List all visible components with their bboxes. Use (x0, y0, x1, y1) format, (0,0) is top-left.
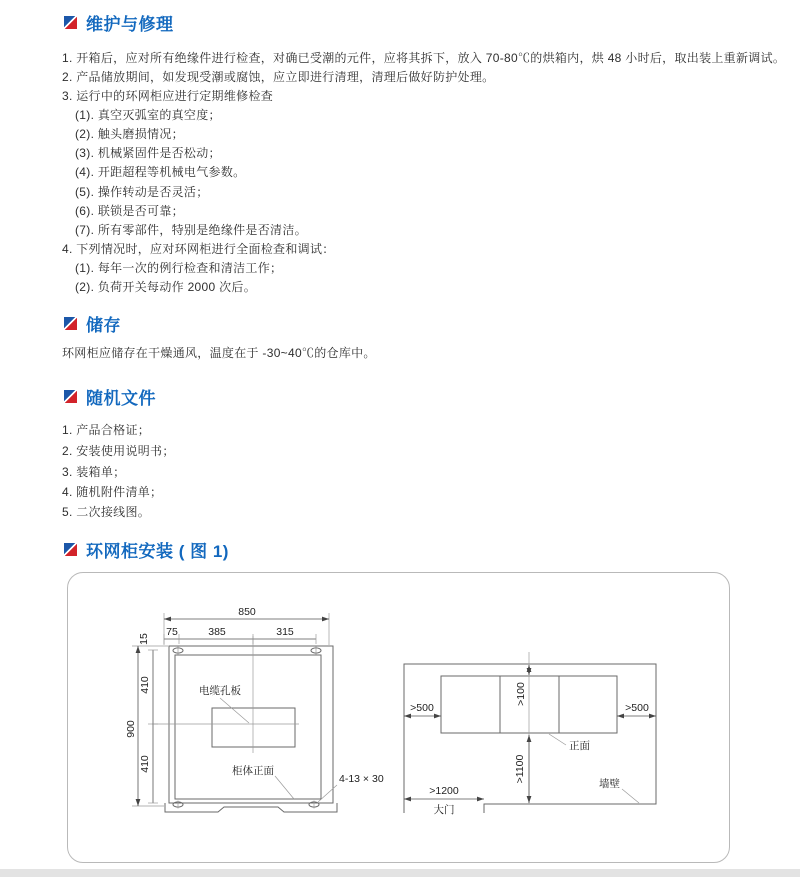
section-marker-icon (64, 390, 77, 403)
dim-upper-height: 410 (139, 676, 151, 694)
section-title: 储存 (86, 316, 121, 335)
dim-total-height: 900 (125, 720, 137, 738)
front-face-leader (549, 734, 566, 745)
cabinet-inner-outline (175, 655, 321, 799)
page-bottom-edge (0, 869, 800, 877)
cabinet-outer-outline (169, 646, 333, 803)
wall-label: 墙壁 (599, 778, 620, 790)
section-header-documents (64, 384, 156, 409)
dim-edge-offset: 15 (138, 633, 150, 645)
cabinet-front-leader (275, 776, 294, 799)
dim-back-clearance: >100 (515, 682, 527, 706)
document-item: 5. 二次接线图。 (62, 505, 151, 519)
cable-plate-label: 电缆孔板 (199, 685, 241, 697)
section-marker-icon (64, 317, 77, 330)
dim-seg-right: 315 (276, 626, 294, 638)
cabinet-base-flange (165, 803, 337, 812)
cabinet-footprint-drawing (125, 606, 384, 812)
installation-diagram-panel (67, 572, 730, 863)
dim-left-clearance: >500 (410, 702, 434, 714)
dim-lower-height: 410 (139, 755, 151, 773)
mounting-slots (173, 647, 321, 809)
maintenance-subline: (2). 触头磨损情况； (75, 127, 184, 141)
document-item: 1. 产品合格证； (62, 423, 151, 437)
maintenance-subline: (4). 开距超程等机械电气参数。 (75, 165, 246, 179)
maintenance-subline: (3). 机械紧固件是否松动； (75, 146, 221, 160)
dim-total-width: 850 (238, 606, 256, 618)
maintenance-subline: (5). 操作转动是否灵活； (75, 185, 209, 199)
dim-front-clearance: >1100 (514, 754, 526, 784)
maintenance-subline: (6). 联锁是否可靠； (75, 204, 184, 218)
document-item: 2. 安装使用说明书； (62, 444, 175, 458)
section-marker-icon (64, 543, 77, 556)
room-layout-drawing (404, 652, 656, 816)
section-title: 维护与修理 (86, 15, 174, 34)
cable-plate-leader (220, 698, 249, 723)
cabinet-front-label: 柜体正面 (232, 765, 274, 777)
section-title: 随机文件 (86, 389, 156, 408)
maintenance-subline: (7). 所有零部件，特别是绝缘件是否清洁。 (75, 223, 307, 237)
wall-leader (622, 789, 639, 803)
cable-hole-plate (212, 708, 295, 747)
slot-size-label: 4-13 × 30 (339, 773, 384, 785)
dim-right-clearance: >500 (625, 702, 649, 714)
section-header-installation (64, 537, 229, 562)
dim-door-width: >1200 (429, 785, 459, 797)
section-marker-icon (64, 16, 77, 29)
maintenance-subline: (1). 每年一次的例行检查和清洁工作； (75, 261, 283, 275)
maintenance-line: 3. 运行中的环网柜应进行定期维修检查 (62, 89, 274, 103)
section-title: 环网柜安装 ( 图 1) (86, 542, 229, 561)
document-item: 3. 装箱单； (62, 465, 126, 479)
dim-seg-mid: 385 (208, 626, 226, 638)
installation-diagram (68, 573, 729, 862)
door-label: 大门 (433, 804, 455, 816)
front-face-label: 正面 (569, 740, 590, 752)
maintenance-line: 1. 开箱后，应对所有绝缘件进行检查，对确已受潮的元件，应将其拆下，放入 70-80℃的烘箱内，烘 48 小时后，取出装上重新调试。 (62, 51, 786, 65)
maintenance-subline: (2). 负荷开关每动作 2000 次后。 (75, 280, 256, 294)
maintenance-subline: (1). 真空灭弧室的真空度； (75, 108, 221, 122)
section-header-maintenance (64, 10, 174, 35)
dim-seg-left: 75 (166, 626, 178, 638)
storage-body: 环网柜应储存在干燥通风，温度在于 -30~40℃的仓库中。 (62, 346, 376, 360)
maintenance-line: 2. 产品储放期间，如发现受潮或腐蚀，应立即进行清理，清理后做好防护处理。 (62, 70, 495, 84)
document-item: 4. 随机附件清单； (62, 485, 163, 499)
maintenance-line: 4. 下列情况时，应对环网柜进行全面检查和调试： (62, 242, 335, 256)
section-header-storage (64, 311, 121, 336)
